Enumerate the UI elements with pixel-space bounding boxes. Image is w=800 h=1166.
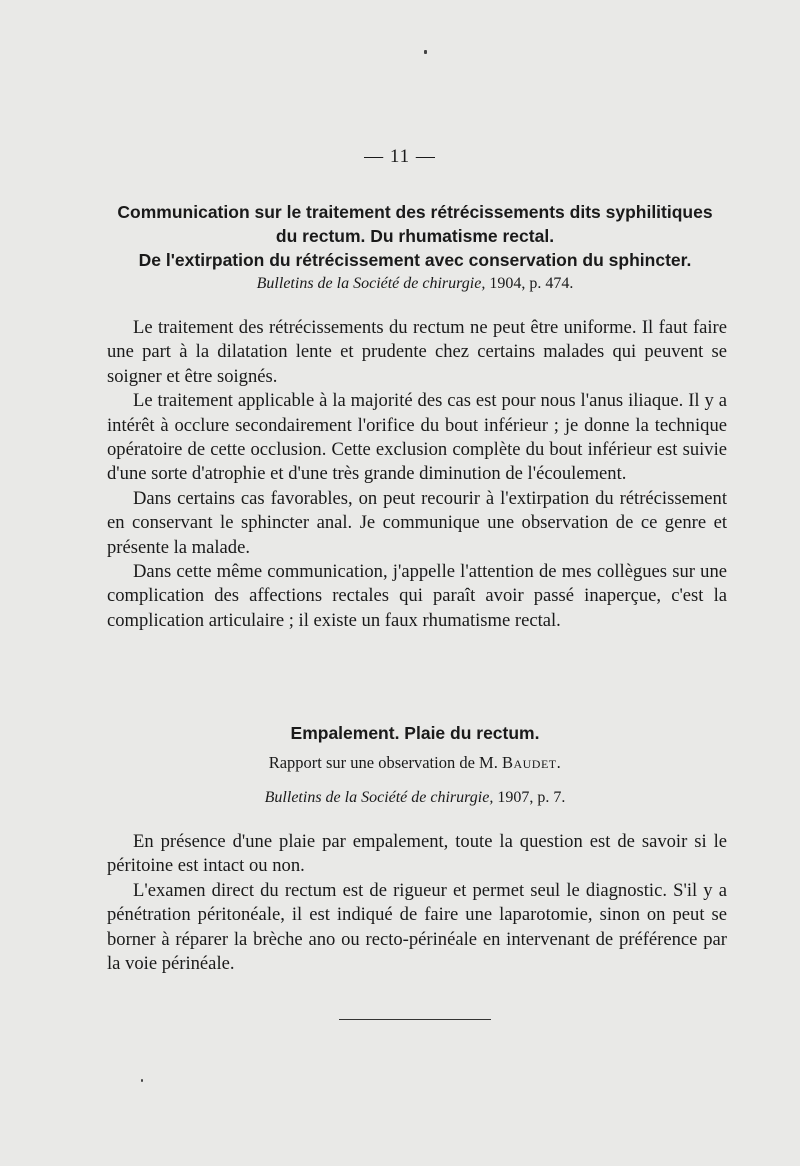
paragraph: En présence d'une plaie par empalement, toute la question est de savoir si le péritoine est intact ou non. [107, 831, 727, 877]
section-2-body [107, 830, 727, 976]
section-1-title-line-1: Communication sur le traitement des rétrécissements dits syphilitiques [117, 202, 713, 222]
subtitle-prefix: Rapport sur une observation de M. [268, 753, 498, 772]
section-1-title [100, 200, 730, 272]
section-2-citation [100, 789, 730, 807]
paragraph: Dans cette même communication, j'appelle l'attention de mes collègues sur une complication des affections rectales qui paraît avoir passé inaperçue, c'est la complication articulaire ; il existe un faux rhumatisme rectal. [107, 561, 727, 631]
section-1-title-line-2: du rectum. Du rhumatisme rectal. [275, 226, 555, 246]
section-1-citation [100, 275, 730, 293]
citation-journal: Bulletins de la Société de chirurgie, [256, 275, 486, 292]
scan-speck [424, 50, 427, 54]
citation-journal: Bulletins de la Société de chirurgie, [264, 789, 494, 806]
section-2-title: Empalement. Plaie du rectum. [290, 723, 540, 743]
subtitle-name: Baudet. [501, 753, 562, 772]
paragraph: Le traitement applicable à la majorité des cas est pour nous l'anus iliaque. Il y a intérêt à occlure secondairement l'orifice du bout inférieur ; je donne la technique opératoire de cette occlusion. Cette exclusion complète du bout inférieur est suivie d'une sorte d'atrophie et d'une très grande diminution de l'écoulement. [107, 390, 727, 485]
scan-speck [141, 1079, 143, 1082]
section-1-body [107, 316, 727, 633]
citation-details: 1904, p. 474. [489, 275, 574, 292]
page-number: — 11 — [364, 146, 436, 167]
paragraph: Le traitement des rétrécissements du rectum ne peut être uniforme. Il faut faire une part à la dilatation lente et prudente chez certains malades qui peuvent se soigner et être soignés. [107, 317, 727, 387]
citation-details: 1907, p. 7. [497, 789, 566, 806]
section-1-title-line-3: De l'extirpation du rétrécissement avec conservation du sphincter. [138, 250, 692, 270]
paragraph: L'examen direct du rectum est de rigueur et permet seul le diagnostic. S'il y a pénétration péritonéale, il est indiqué de faire une laparotomie, sinon on peut se borner à réparer la brèche ano ou recto-périnéale en intervenant de préférence par la voie périnéale. [107, 879, 727, 975]
paragraph: Dans certains cas favorables, on peut recourir à l'extirpation du rétrécissement en conservant le sphincter anal. Je communique une observation de ce genre et présente la malade. [107, 487, 727, 558]
end-rule [339, 1019, 491, 1020]
section-2-subtitle [100, 753, 730, 773]
